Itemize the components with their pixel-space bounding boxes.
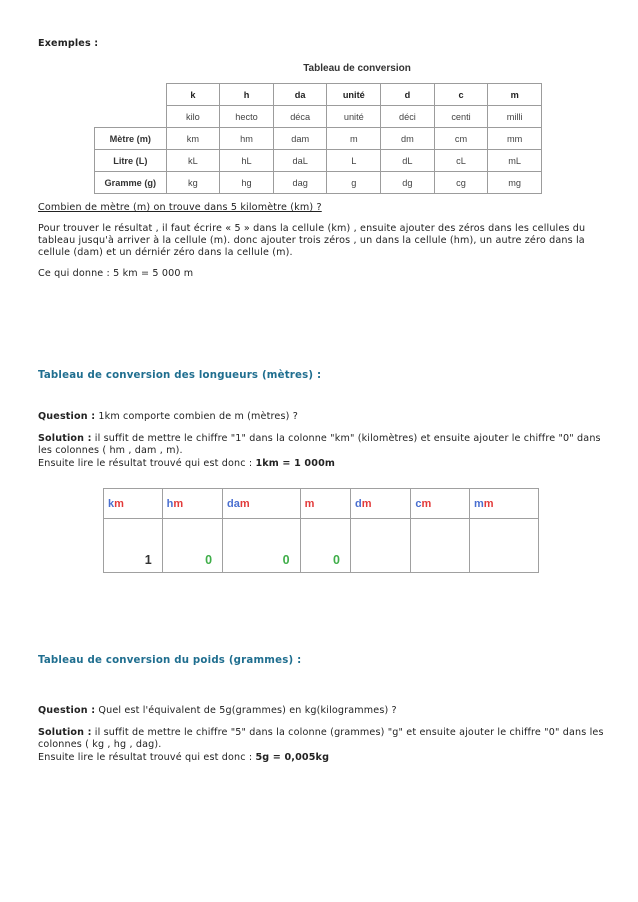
examples-label: Exemples : bbox=[38, 38, 99, 49]
unit-base: m bbox=[114, 498, 124, 510]
table-cell: km bbox=[166, 128, 220, 150]
conversion-table bbox=[94, 83, 542, 194]
table-cell: g bbox=[327, 172, 381, 194]
example-explanation-line-3: cellule (dam) et un dérniér zéro dans la cellule (m). bbox=[38, 247, 293, 258]
weights-heading: Tableau de conversion du poids (grammes) : bbox=[38, 655, 302, 666]
grid-header-km bbox=[104, 489, 163, 519]
header-name: kilo bbox=[166, 106, 220, 128]
header-symbol: d bbox=[381, 84, 435, 106]
row-label: Mètre (m) bbox=[95, 128, 167, 150]
grid-header-dam bbox=[223, 489, 301, 519]
table-cell: dam bbox=[273, 128, 327, 150]
header-name: déca bbox=[273, 106, 327, 128]
conversion-table-title: Tableau de conversion bbox=[303, 63, 411, 74]
unit-base: m bbox=[361, 498, 372, 510]
question-label: Question : bbox=[38, 705, 96, 716]
conversion-row-metre bbox=[95, 128, 542, 150]
unit-base: m bbox=[304, 498, 315, 510]
conversion-header-names bbox=[95, 106, 542, 128]
weights-solution-line-1 bbox=[38, 727, 604, 739]
grid-header-dm bbox=[350, 489, 410, 519]
table-cell: cg bbox=[434, 172, 488, 194]
question-label: Question : bbox=[38, 411, 96, 422]
header-symbol: h bbox=[220, 84, 274, 106]
unit-prefix: c bbox=[415, 498, 422, 510]
conversion-row-gramme bbox=[95, 172, 542, 194]
row-label: Gramme (g) bbox=[95, 172, 167, 194]
result-prefix: Ensuite lire le résultat trouvé qui est donc : bbox=[38, 458, 253, 469]
header-name: unité bbox=[327, 106, 381, 128]
table-cell: L bbox=[327, 150, 381, 172]
grid-value-km: 1 bbox=[104, 519, 163, 573]
header-symbol: unité bbox=[327, 84, 381, 106]
solution-text: il suffit de mettre le chiffre "1" dans la colonne "km" (kilomètres) et ensuite ajouter le chiffre "0" dans bbox=[94, 433, 601, 444]
grid-value-dm bbox=[350, 519, 410, 573]
grid-value-hm: 0 bbox=[162, 519, 222, 573]
weights-solution-line-2: colonnes ( kg , hg , dag). bbox=[38, 739, 162, 750]
grid-header-hm bbox=[162, 489, 222, 519]
solution-label: Solution : bbox=[38, 727, 92, 738]
table-cell: mg bbox=[488, 172, 542, 194]
lengths-solution-line-1 bbox=[38, 433, 601, 445]
header-symbol: c bbox=[434, 84, 488, 106]
grid-header-cm bbox=[411, 489, 470, 519]
unit-prefix: h bbox=[166, 498, 174, 510]
conversion-header-symbols bbox=[95, 84, 542, 106]
grid-value-cm bbox=[411, 519, 470, 573]
unit-base: m bbox=[421, 498, 432, 510]
result-value: 5g = 0,005kg bbox=[255, 752, 330, 763]
header-name: milli bbox=[488, 106, 542, 128]
result-prefix: Ensuite lire le résultat trouvé qui est donc : bbox=[38, 752, 253, 763]
row-label: Litre (L) bbox=[95, 150, 167, 172]
table-cell: hm bbox=[220, 128, 274, 150]
table-cell: hg bbox=[220, 172, 274, 194]
lengths-heading: Tableau de conversion des longueurs (mètres) : bbox=[38, 370, 322, 381]
conversion-row-litre bbox=[95, 150, 542, 172]
length-grid-header-row bbox=[104, 489, 539, 519]
header-symbol: m bbox=[488, 84, 542, 106]
solution-label: Solution : bbox=[38, 433, 92, 444]
length-grid-image bbox=[103, 488, 539, 573]
example-explanation-line-1: Pour trouver le résultat , il faut écrire « 5 » dans la cellule (km) , ensuite ajouter des zéros dans les cellules du bbox=[38, 223, 586, 234]
grid-header-m bbox=[300, 489, 350, 519]
lengths-solution-line-2: les colonnes ( hm , dam , m). bbox=[38, 445, 183, 456]
header-name: déci bbox=[381, 106, 435, 128]
unit-prefix: da bbox=[227, 498, 240, 510]
grid-value-dam: 0 bbox=[223, 519, 301, 573]
table-cell: dm bbox=[381, 128, 435, 150]
table-cell: daL bbox=[273, 150, 327, 172]
header-name: hecto bbox=[220, 106, 274, 128]
grid-header-mm bbox=[470, 489, 539, 519]
table-cell: cL bbox=[434, 150, 488, 172]
unit-base: m bbox=[239, 498, 250, 510]
table-cell: hL bbox=[220, 150, 274, 172]
result-value: 1km = 1 000m bbox=[255, 458, 336, 469]
unit-prefix: k bbox=[108, 498, 115, 510]
table-cell: kL bbox=[166, 150, 220, 172]
question-text: 1km comporte combien de m (mètres) ? bbox=[98, 411, 298, 422]
length-grid-value-row bbox=[104, 519, 539, 573]
grid-value-m: 0 bbox=[300, 519, 350, 573]
table-cell: dg bbox=[381, 172, 435, 194]
unit-base: m bbox=[173, 498, 184, 510]
header-symbol: k bbox=[166, 84, 220, 106]
example-question: Combien de mètre (m) on trouve dans 5 kilomètre (km) ? bbox=[38, 202, 322, 213]
lengths-result bbox=[38, 458, 335, 470]
table-cell: dL bbox=[381, 150, 435, 172]
lengths-question bbox=[38, 411, 298, 423]
table-cell: mL bbox=[488, 150, 542, 172]
unit-prefix: d bbox=[354, 498, 362, 510]
solution-text: il suffit de mettre le chiffre "5" dans la colonne (grammes) "g" et ensuite ajouter le chiffre "0" dans les bbox=[94, 727, 604, 738]
table-cell: dag bbox=[273, 172, 327, 194]
weights-result bbox=[38, 752, 329, 764]
example-result: Ce qui donne : 5 km = 5 000 m bbox=[38, 268, 194, 279]
conversion-table-image bbox=[94, 57, 542, 192]
unit-prefix: m bbox=[474, 498, 484, 510]
table-cell: m bbox=[327, 128, 381, 150]
weights-question bbox=[38, 705, 397, 717]
question-text: Quel est l'équivalent de 5g(grammes) en kg(kilogrammes) ? bbox=[98, 705, 397, 716]
table-cell: mm bbox=[488, 128, 542, 150]
header-name: centi bbox=[434, 106, 488, 128]
header-symbol: da bbox=[273, 84, 327, 106]
unit-base: m bbox=[483, 498, 494, 510]
grid-value-mm bbox=[470, 519, 539, 573]
table-cell: kg bbox=[166, 172, 220, 194]
table-cell: cm bbox=[434, 128, 488, 150]
example-explanation-line-2: tableau jusqu'à arriver à la cellule (m). donc ajouter trois zéros , un dans la cellule (hm), un autre zéro dans la bbox=[38, 235, 585, 246]
length-grid bbox=[103, 488, 539, 573]
